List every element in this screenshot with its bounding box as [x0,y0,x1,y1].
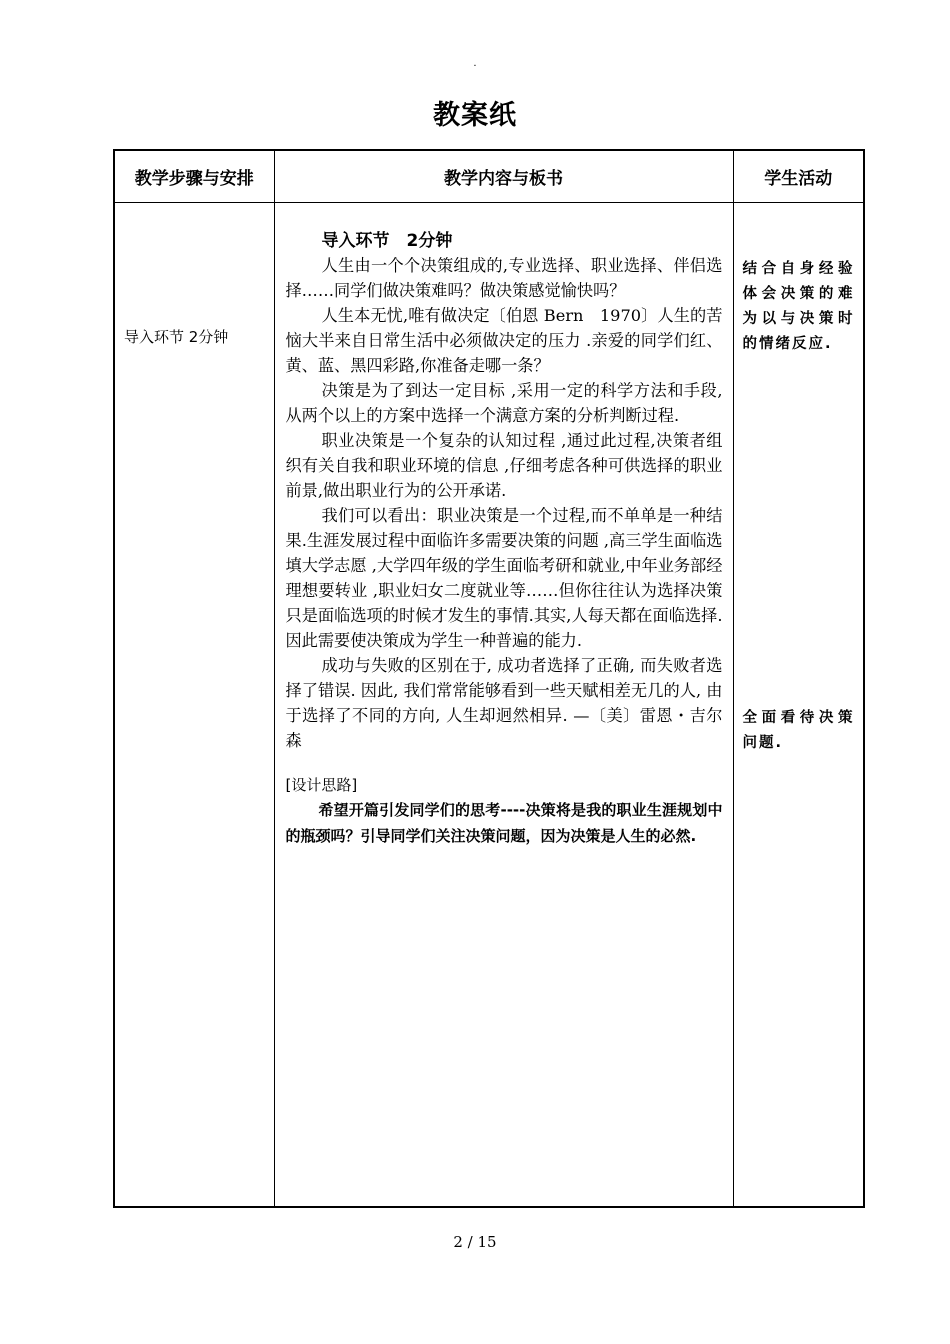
content-paragraph: 我们可以看出：职业决策是一个过程,而不单单是一种结果.生涯发展过程中面临许多需要决策的问题 ,高三学生面临选填大学志愿 ,大学四年级的学生面临考研和就业,中年业务部经理想要转业 ,职业妇女二度就业等……但你往往认为选择决策只是面临选项的时候才发生的事情.其实,人每天都在面临选择.因此需要使决策成为学生一种普遍的能力. [285,505,723,650]
steps-cell-text: 导入环节 2分钟 [124,327,229,346]
design-idea-text: 希望开篇引发同学们的思考----决策将是我的职业生涯规划中的瓶颈吗？引导同学们关注决策问题，因为决策是人生的必然. [285,800,723,845]
header-dot: . [473,58,477,69]
content-paragraph: 人生由一个个决策组成的,专业选择、职业选择、伴侣选择……同学们做决策难吗？做决策感觉愉快吗？ [285,255,723,300]
page-number: 2 / 15 [453,1233,497,1251]
header-student-activity: 学生活动 [733,150,864,202]
content-paragraph: 成功与失败的区别在于, 成功者选择了正确, 而失败者选择了错误. 因此, 我们常常能够看到一些天赋相差无几的人, 由于选择了不同的方向, 人生却迥然相异. —〔美〕雷恩・吉尔森 [285,655,723,750]
activity-cell-inner [743,203,855,1207]
activity-cell [733,202,864,1207]
header-teaching-steps: 教学步骤与安排 [114,150,274,202]
lesson-plan-table [113,149,865,1208]
activity-note-reflection: 结合自身经验体会决策的难为以与决策时的情绪反应. [742,260,855,352]
steps-cell [114,202,274,1207]
steps-cell-inner [115,203,274,1207]
activity-note-holistic: 全面看待决策问题. [742,709,855,751]
content-paragraph: 人生本无忧,唯有做决定〔伯恩 Bern 1970〕人生的苦恼大半来自日常生活中必须做决定的压力 .亲爱的同学们红、黄、蓝、黑四彩路,你准备走哪一条？ [285,305,723,375]
design-idea-label: [设计思路] [285,775,358,794]
content-section-heading: 导入环节 2分钟 [321,230,453,251]
header-teaching-content: 教学内容与板书 [274,150,733,202]
content-paragraph: 职业决策是一个复杂的认知过程 ,通过此过程,决策者组织有关自我和职业环境的信息 ,仔细考虑各种可供选择的职业前景,做出职业行为的公开承诺. [285,430,723,500]
document-title: 教案纸 [433,100,517,131]
content-paragraph: 决策是为了到达一定目标 ,采用一定的科学方法和手段,从两个以上的方案中选择一个满意方案的分析判断过程. [285,380,723,425]
content-cell [274,202,733,1207]
table-body-row [114,202,864,1207]
table-header-row [114,150,864,202]
